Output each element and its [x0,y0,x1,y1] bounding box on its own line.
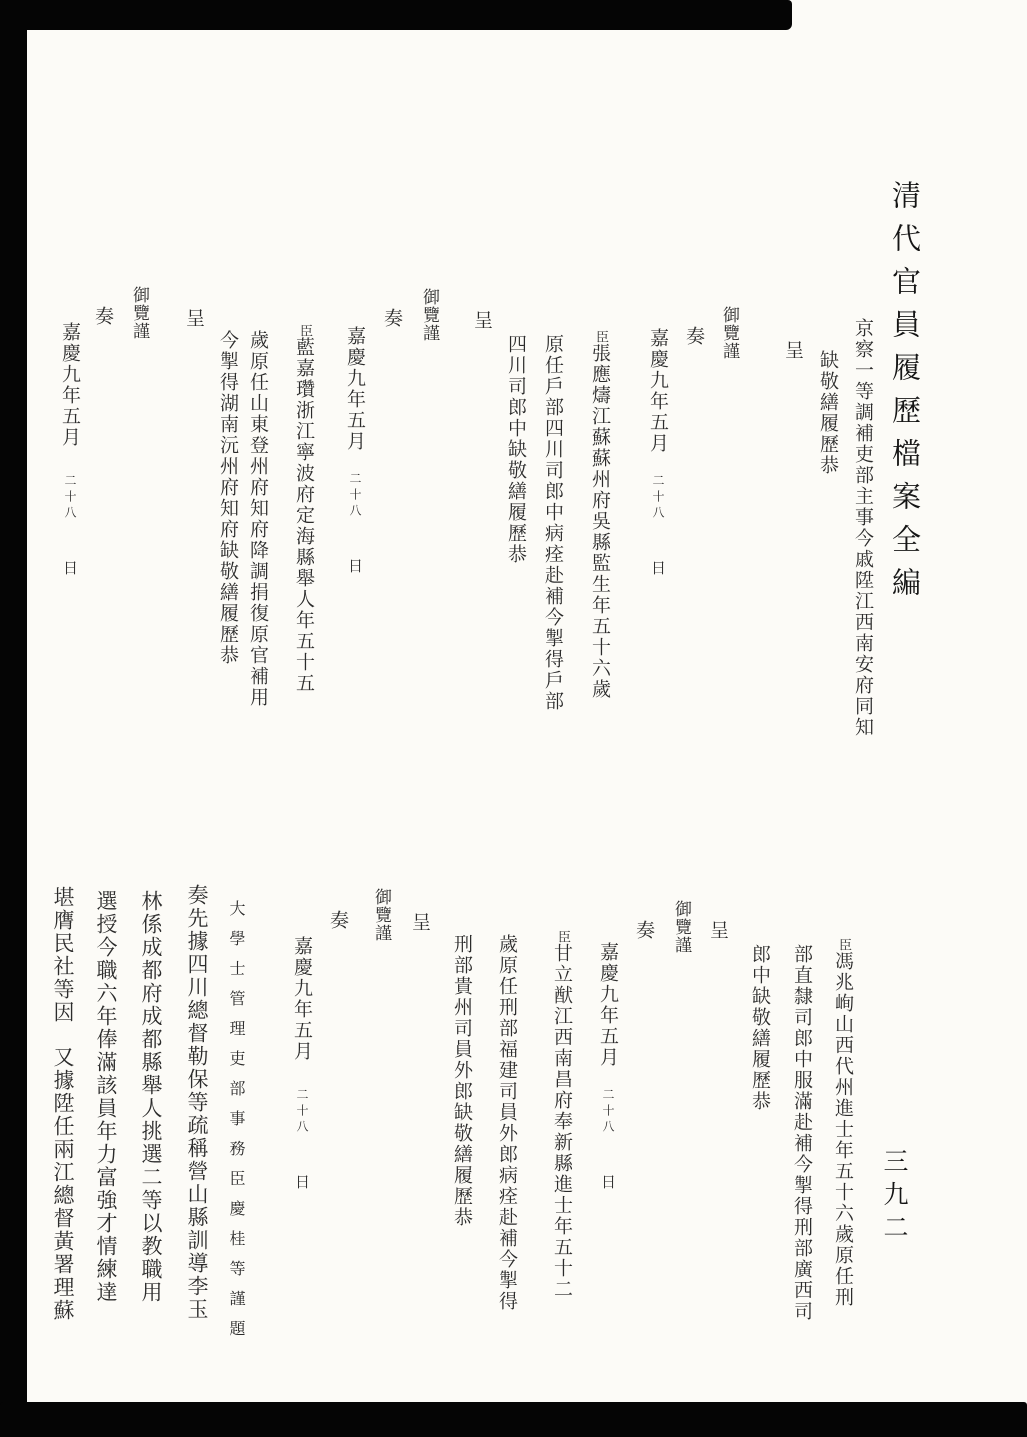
scan-border-top [0,0,792,30]
top-record-1-cheng-label: 呈 [782,340,804,359]
top-record-2-zou-label: 奏 [381,308,403,327]
page-number: 三九二 [880,1148,909,1247]
top-record-1-date-column [648,328,667,575]
chen-label: 臣 [297,324,312,337]
top-record-3-yulan-label: 御覽謹 [129,286,149,340]
top-record-1-column-1: 京察一等調補吏部主事今戚陞江西南安府同知 [852,318,874,738]
top-record-2-cheng-label: 呈 [471,310,493,329]
bottom-record-2-column-2: 歲原任刑部福建司員外郎病痊赴補今掣得 [496,934,518,1312]
top-record-2-column-2: 原任戶部四川司郎中病痊赴補今掣得戶部 [542,334,564,712]
bottom-record-2-zou-label: 奏 [327,910,349,929]
bottom-record-1-cheng-label: 呈 [707,920,729,939]
top-record-1-zou-label: 奏 [683,326,705,345]
date-ri: 日 [346,558,364,573]
bottom-record-2-cheng-label: 呈 [409,912,431,931]
scan-border-bottom [0,1402,1027,1437]
bottom-record-3-column-4: 選授今職六年俸滿該員年力富強才情練達 [94,890,118,1304]
chen-label: 臣 [555,930,570,943]
bottom-record-3-column-3: 林係成都府成都縣舉人挑選二等以教職用 [139,890,163,1304]
chen-label: 臣 [836,938,851,951]
date-ri: 日 [293,1174,311,1189]
bottom-record-2-yulan-label: 御覽謹 [371,888,391,942]
bottom-record-1-column-3: 郎中缺敬繕履歷恭 [749,944,771,1112]
official-name-line: 藍嘉瓚浙江寧波府定海縣舉人年五十五 [293,337,315,694]
date-era: 嘉慶九年五月 [647,328,669,454]
date-era: 嘉慶九年五月 [344,326,366,452]
date-day: 二十八 [295,1088,309,1136]
date-era: 嘉慶九年五月 [291,936,313,1062]
bottom-record-3-column-5 [52,886,73,1322]
scan-border-left [0,0,27,1437]
top-record-2-name-column [590,330,609,700]
date-day: 二十八 [63,474,77,522]
top-record-2-yulan-label: 御覽謹 [419,288,439,342]
top-record-1-yulan-label: 御覽謹 [719,306,739,360]
top-record-1-column-2: 缺敬繕履歷恭 [817,350,839,476]
top-record-2-date-column [345,326,364,573]
date-era: 嘉慶九年五月 [59,322,81,448]
bottom-record-1-zou-label: 奏 [633,920,655,939]
tail-segment-a: 堪膺民社等因 [51,886,75,1024]
date-ri: 日 [649,560,667,575]
bottom-record-1-date-column [598,942,617,1189]
bottom-record-1-yulan-label: 御覽謹 [671,900,691,954]
date-day: 二十八 [601,1088,615,1136]
bottom-record-2-date-column [292,936,311,1189]
official-name-line: 甘立猷江西南昌府奉新縣進士年五十二 [551,943,573,1300]
bottom-record-2-column-3: 刑部貴州司員外郎缺敬繕履歷恭 [451,934,473,1228]
top-record-3-cheng-label: 呈 [183,308,205,327]
date-day: 二十八 [348,472,362,520]
date-era: 嘉慶九年五月 [597,942,619,1068]
top-record-3-date-column [60,322,79,575]
bottom-record-2-name-column [552,930,571,1300]
official-name-line: 張應燽江蘇蘇州府吳縣監生年五十六歲 [589,343,611,700]
official-name-line: 馮兆峋山西代州進士年五十六歲原任刑 [832,951,854,1308]
date-day: 二十八 [651,474,665,522]
top-record-2-column-3: 四川司郎中缺敬繕履歷恭 [505,334,527,565]
top-record-3-column-2: 歲原任山東登州府知府降調捐復原官補用 [247,330,269,708]
book-title: 清代官員履歷檔案全編 [888,180,922,610]
top-record-3-zou-label: 奏 [92,306,114,325]
date-ri: 日 [61,560,79,575]
top-record-3-name-column [294,324,313,694]
chen-label: 臣 [593,330,608,343]
bottom-record-1-name-column [833,938,852,1308]
bottom-record-3-heading-column: 大學士管理吏部事務臣慶桂等謹題 [227,900,246,1350]
bottom-record-1-column-2: 部直隸司郎中服滿赴補今掣得刑部廣西司 [791,944,813,1322]
tail-segment-b: 又據陞任兩江總督黃署理蘇 [51,1046,75,1322]
date-ri: 日 [599,1174,617,1189]
bottom-record-3-column-2: 奏先據四川總督勒保等疏稱營山縣訓導李玉 [185,884,209,1321]
top-record-3-column-3: 今掣得湖南沅州府知府缺敬繕履歷恭 [217,330,239,666]
